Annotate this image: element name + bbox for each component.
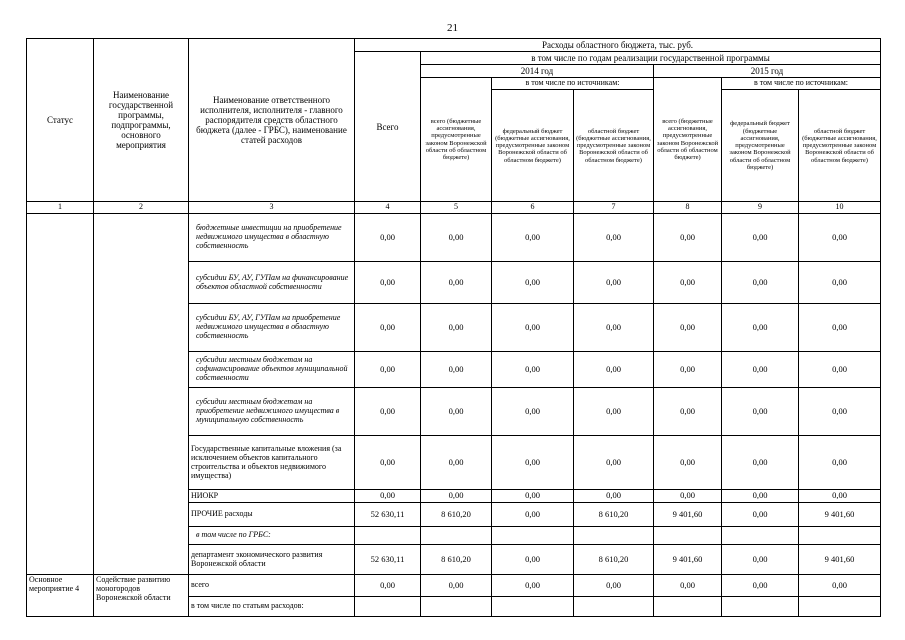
- value-cell: 8 610,20: [574, 545, 654, 575]
- value-cell: 0,00: [421, 490, 492, 503]
- value-cell: 0,00: [492, 304, 574, 352]
- value-cell: 0,00: [799, 214, 881, 262]
- measure-total-label: всего: [189, 575, 355, 597]
- row-label: НИОКР: [189, 490, 355, 503]
- value-cell: [492, 527, 574, 545]
- value-cell: 0,00: [722, 503, 799, 527]
- row-label: ПРОЧИЕ расходы: [189, 503, 355, 527]
- empty-cell: [722, 597, 799, 617]
- value-cell: [799, 527, 881, 545]
- value-cell: 0,00: [574, 388, 654, 436]
- value-cell: 9 401,60: [799, 503, 881, 527]
- row-label: бюджетные инвестиции на приобретение недвижимого имущества в областную собственность: [189, 214, 355, 262]
- header-2015-by-sources: в том числе по источникам:: [722, 78, 881, 90]
- header-expenses-title: Расходы областного бюджета, тыс. руб.: [355, 39, 881, 52]
- measure-total-value: 0,00: [355, 575, 421, 597]
- row-label: субсидии БУ, АУ, ГУПам на финансирование объектов областной собственности: [189, 262, 355, 304]
- column-numbers-row: [27, 202, 881, 214]
- value-cell: 0,00: [654, 352, 722, 388]
- column-number: 10: [799, 202, 881, 214]
- value-cell: 0,00: [421, 388, 492, 436]
- value-cell: 0,00: [722, 304, 799, 352]
- value-cell: [355, 527, 421, 545]
- measure-total-value: 0,00: [574, 575, 654, 597]
- header-year-2014: 2014 год: [421, 65, 654, 78]
- value-cell: 0,00: [421, 436, 492, 490]
- header-2015-federal: федеральный бюджет (бюджетные ассигнования, предусмотренные законом Воронежской области об областном бюджете): [722, 90, 799, 202]
- measure-articles-label: в том числе по статьям расходов:: [189, 597, 355, 617]
- value-cell: 0,00: [574, 352, 654, 388]
- status-cell-empty: [27, 214, 94, 575]
- empty-cell: [355, 597, 421, 617]
- header-by-years: в том числе по годам реализации государственной программы: [421, 52, 881, 65]
- header-status: Статус: [27, 39, 94, 202]
- value-cell: [654, 527, 722, 545]
- budget-table: [26, 38, 881, 617]
- value-cell: 0,00: [421, 262, 492, 304]
- value-cell: 0,00: [799, 352, 881, 388]
- value-cell: 0,00: [492, 352, 574, 388]
- value-cell: 8 610,20: [421, 503, 492, 527]
- value-cell: 0,00: [654, 436, 722, 490]
- header-total: Всего: [355, 52, 421, 202]
- value-cell: 0,00: [654, 304, 722, 352]
- value-cell: 0,00: [492, 388, 574, 436]
- empty-cell: [574, 597, 654, 617]
- value-cell: 0,00: [421, 214, 492, 262]
- measure-total-value: 0,00: [799, 575, 881, 597]
- page-number: 21: [447, 22, 458, 34]
- value-cell: 0,00: [722, 545, 799, 575]
- value-cell: 0,00: [654, 388, 722, 436]
- column-number: 4: [355, 202, 421, 214]
- value-cell: 0,00: [492, 490, 574, 503]
- value-cell: 9 401,60: [654, 545, 722, 575]
- column-number: 3: [189, 202, 355, 214]
- value-cell: 0,00: [574, 490, 654, 503]
- value-cell: 0,00: [355, 436, 421, 490]
- value-cell: 0,00: [492, 503, 574, 527]
- column-number: 1: [27, 202, 94, 214]
- row-label: субсидии местным бюджетам на приобретение недвижимого имущества в муниципальную собственность: [189, 388, 355, 436]
- column-number: 9: [722, 202, 799, 214]
- value-cell: 0,00: [355, 388, 421, 436]
- column-number: 7: [574, 202, 654, 214]
- value-cell: 0,00: [654, 214, 722, 262]
- header-2014-by-sources: в том числе по источникам:: [492, 78, 654, 90]
- value-cell: 8 610,20: [421, 545, 492, 575]
- header-2015-regional: областной бюджет (бюджетные ассигнования, предусмотренные законом Воронежской области об областном бюджете): [799, 90, 881, 202]
- value-cell: 0,00: [722, 214, 799, 262]
- row-label: субсидии БУ, АУ, ГУПам на приобретение недвижимого имущества в областную собственность: [189, 304, 355, 352]
- measure-total-value: 0,00: [421, 575, 492, 597]
- empty-cell: [421, 597, 492, 617]
- measure-total-value: 0,00: [492, 575, 574, 597]
- header-2015-all: всего (бюджетные ассигнования, предусмотренные законом Воронежской области об областном бюджете): [654, 78, 722, 202]
- empty-cell: [799, 597, 881, 617]
- row-label: субсидии местным бюджетам на софинансирование объектов муниципальной собственности: [189, 352, 355, 388]
- value-cell: 0,00: [492, 436, 574, 490]
- program-cell-empty: [94, 214, 189, 575]
- measure-total-value: 0,00: [722, 575, 799, 597]
- value-cell: 0,00: [722, 262, 799, 304]
- value-cell: 0,00: [799, 490, 881, 503]
- header-year-2015: 2015 год: [654, 65, 881, 78]
- header-2014-regional: областной бюджет (бюджетные ассигнования, предусмотренные законом Воронежской области об областном бюджете): [574, 90, 654, 202]
- measure-row: [27, 575, 881, 597]
- value-cell: 9 401,60: [654, 503, 722, 527]
- table-row: [27, 214, 881, 262]
- value-cell: 0,00: [355, 262, 421, 304]
- value-cell: 0,00: [799, 436, 881, 490]
- measure-name: Содействие развитию моногородов Воронежской области: [94, 575, 189, 617]
- value-cell: 0,00: [799, 262, 881, 304]
- measure-status: Основное мероприятие 4: [27, 575, 94, 617]
- value-cell: 0,00: [722, 352, 799, 388]
- value-cell: 0,00: [574, 436, 654, 490]
- column-number: 2: [94, 202, 189, 214]
- value-cell: 52 630,11: [355, 545, 421, 575]
- value-cell: 0,00: [492, 262, 574, 304]
- value-cell: 52 630,11: [355, 503, 421, 527]
- value-cell: 0,00: [654, 262, 722, 304]
- value-cell: 0,00: [421, 352, 492, 388]
- value-cell: 0,00: [355, 304, 421, 352]
- value-cell: 0,00: [722, 436, 799, 490]
- value-cell: 8 610,20: [574, 503, 654, 527]
- empty-cell: [492, 597, 574, 617]
- value-cell: [722, 527, 799, 545]
- header-2014-all: всего (бюджетные ассигнования, предусмотренные законом Воронежской области об областном бюджете): [421, 78, 492, 202]
- value-cell: 0,00: [574, 262, 654, 304]
- value-cell: 0,00: [799, 388, 881, 436]
- row-label: департамент экономического развития Воронежской области: [189, 545, 355, 575]
- value-cell: [574, 527, 654, 545]
- empty-cell: [654, 597, 722, 617]
- row-label: в том числе по ГРБС:: [189, 527, 355, 545]
- header-program-name: Наименование государственной программы, подпрограммы, основного мероприятия: [94, 39, 189, 202]
- header-2014-federal: федеральный бюджет (бюджетные ассигнования, предусмотренные законом Воронежской области об областном бюджете): [492, 90, 574, 202]
- value-cell: [421, 527, 492, 545]
- value-cell: 0,00: [355, 214, 421, 262]
- value-cell: 9 401,60: [799, 545, 881, 575]
- value-cell: 0,00: [722, 490, 799, 503]
- value-cell: 0,00: [492, 545, 574, 575]
- row-label: Государственные капитальные вложения (за исключением объектов капитального строительства и объектов недвижимого имущества): [189, 436, 355, 490]
- header-executor-name: Наименование ответственного исполнителя, исполнителя - главного распорядителя средств областного бюджета (далее - ГРБС), наименование статей расходов: [189, 39, 355, 202]
- measure-total-value: 0,00: [654, 575, 722, 597]
- value-cell: 0,00: [355, 352, 421, 388]
- value-cell: 0,00: [722, 388, 799, 436]
- value-cell: 0,00: [492, 214, 574, 262]
- column-number: 8: [654, 202, 722, 214]
- column-number: 5: [421, 202, 492, 214]
- value-cell: 0,00: [799, 304, 881, 352]
- value-cell: 0,00: [421, 304, 492, 352]
- value-cell: 0,00: [574, 214, 654, 262]
- value-cell: 0,00: [355, 490, 421, 503]
- value-cell: 0,00: [654, 490, 722, 503]
- value-cell: 0,00: [574, 304, 654, 352]
- column-number: 6: [492, 202, 574, 214]
